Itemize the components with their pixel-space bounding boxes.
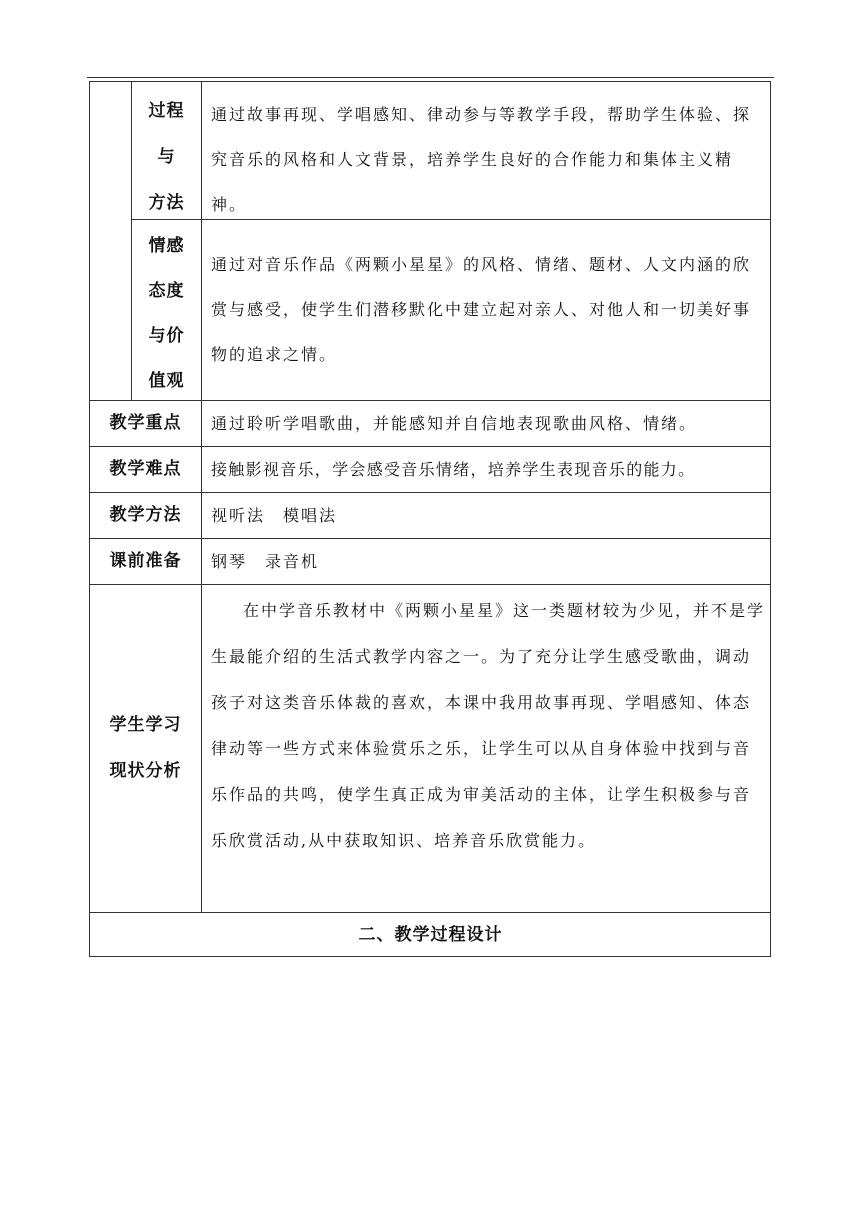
emotion-label <box>132 224 201 404</box>
label-line: 方法 <box>148 193 185 213</box>
analysis-label <box>90 702 201 794</box>
process-method-content: 通过故事再现、学唱感知、律动参与等教学手段，帮助学生体验、探究音乐的风格和人文背景，培养学生良好的合作能力和集体主义精神。 <box>211 105 752 214</box>
analysis-content: 在中学音乐教材中《两颗小星星》这一类题材较为少见，并不是学生最能介绍的生活式教学内容之一。为了充分让学生感受歌曲，调动孩子对这类音乐体裁的喜欢，本课中我用故事再现、学唱感知、体态律动等一些方式来体验赏乐之乐，让学生可以从自身体验中找到与音乐作品的共鸣，使学生真正成为审美活动的主体，让学生积极参与音乐欣赏活动,从中获取知识、培养音乐欣赏能力。 <box>211 601 766 850</box>
page-header-rule <box>87 77 774 78</box>
grid-line <box>90 584 771 585</box>
preparation-label: 课前准备 <box>109 551 182 571</box>
label-line: 学生学习 <box>109 715 182 735</box>
methods-content: 视听法 模唱法 <box>211 506 338 525</box>
label-line: 与价 <box>148 326 185 346</box>
label-line: 情感 <box>148 236 185 256</box>
methods-label: 教学方法 <box>109 505 182 525</box>
key-points-content: 通过聆听学唱歌曲，并能感知并自信地表现歌曲风格、情绪。 <box>211 414 698 433</box>
label-line: 态度 <box>148 281 185 301</box>
label-line: 与 <box>157 147 176 167</box>
process-method-label <box>132 88 201 226</box>
grid-line <box>201 82 202 912</box>
section-title: 二、教学过程设计 <box>358 925 503 945</box>
preparation-content: 钢琴 录音机 <box>211 552 320 571</box>
difficulties-content: 接触影视音乐，学会感受音乐情绪，培养学生表现音乐的能力。 <box>211 460 696 479</box>
lesson-plan-table <box>89 81 771 957</box>
label-line: 过程 <box>148 101 185 121</box>
difficulties-label: 教学难点 <box>109 459 182 479</box>
emotion-content: 通过对音乐作品《两颗小星星》的风格、情绪、题材、人文内涵的欣赏与感受，使学生们潜移默化中建立起对亲人、对他人和一切美好事物的追求之情。 <box>211 255 752 364</box>
label-line: 现状分析 <box>109 761 182 781</box>
label-line: 值观 <box>148 371 185 391</box>
key-points-label: 教学重点 <box>109 413 182 433</box>
